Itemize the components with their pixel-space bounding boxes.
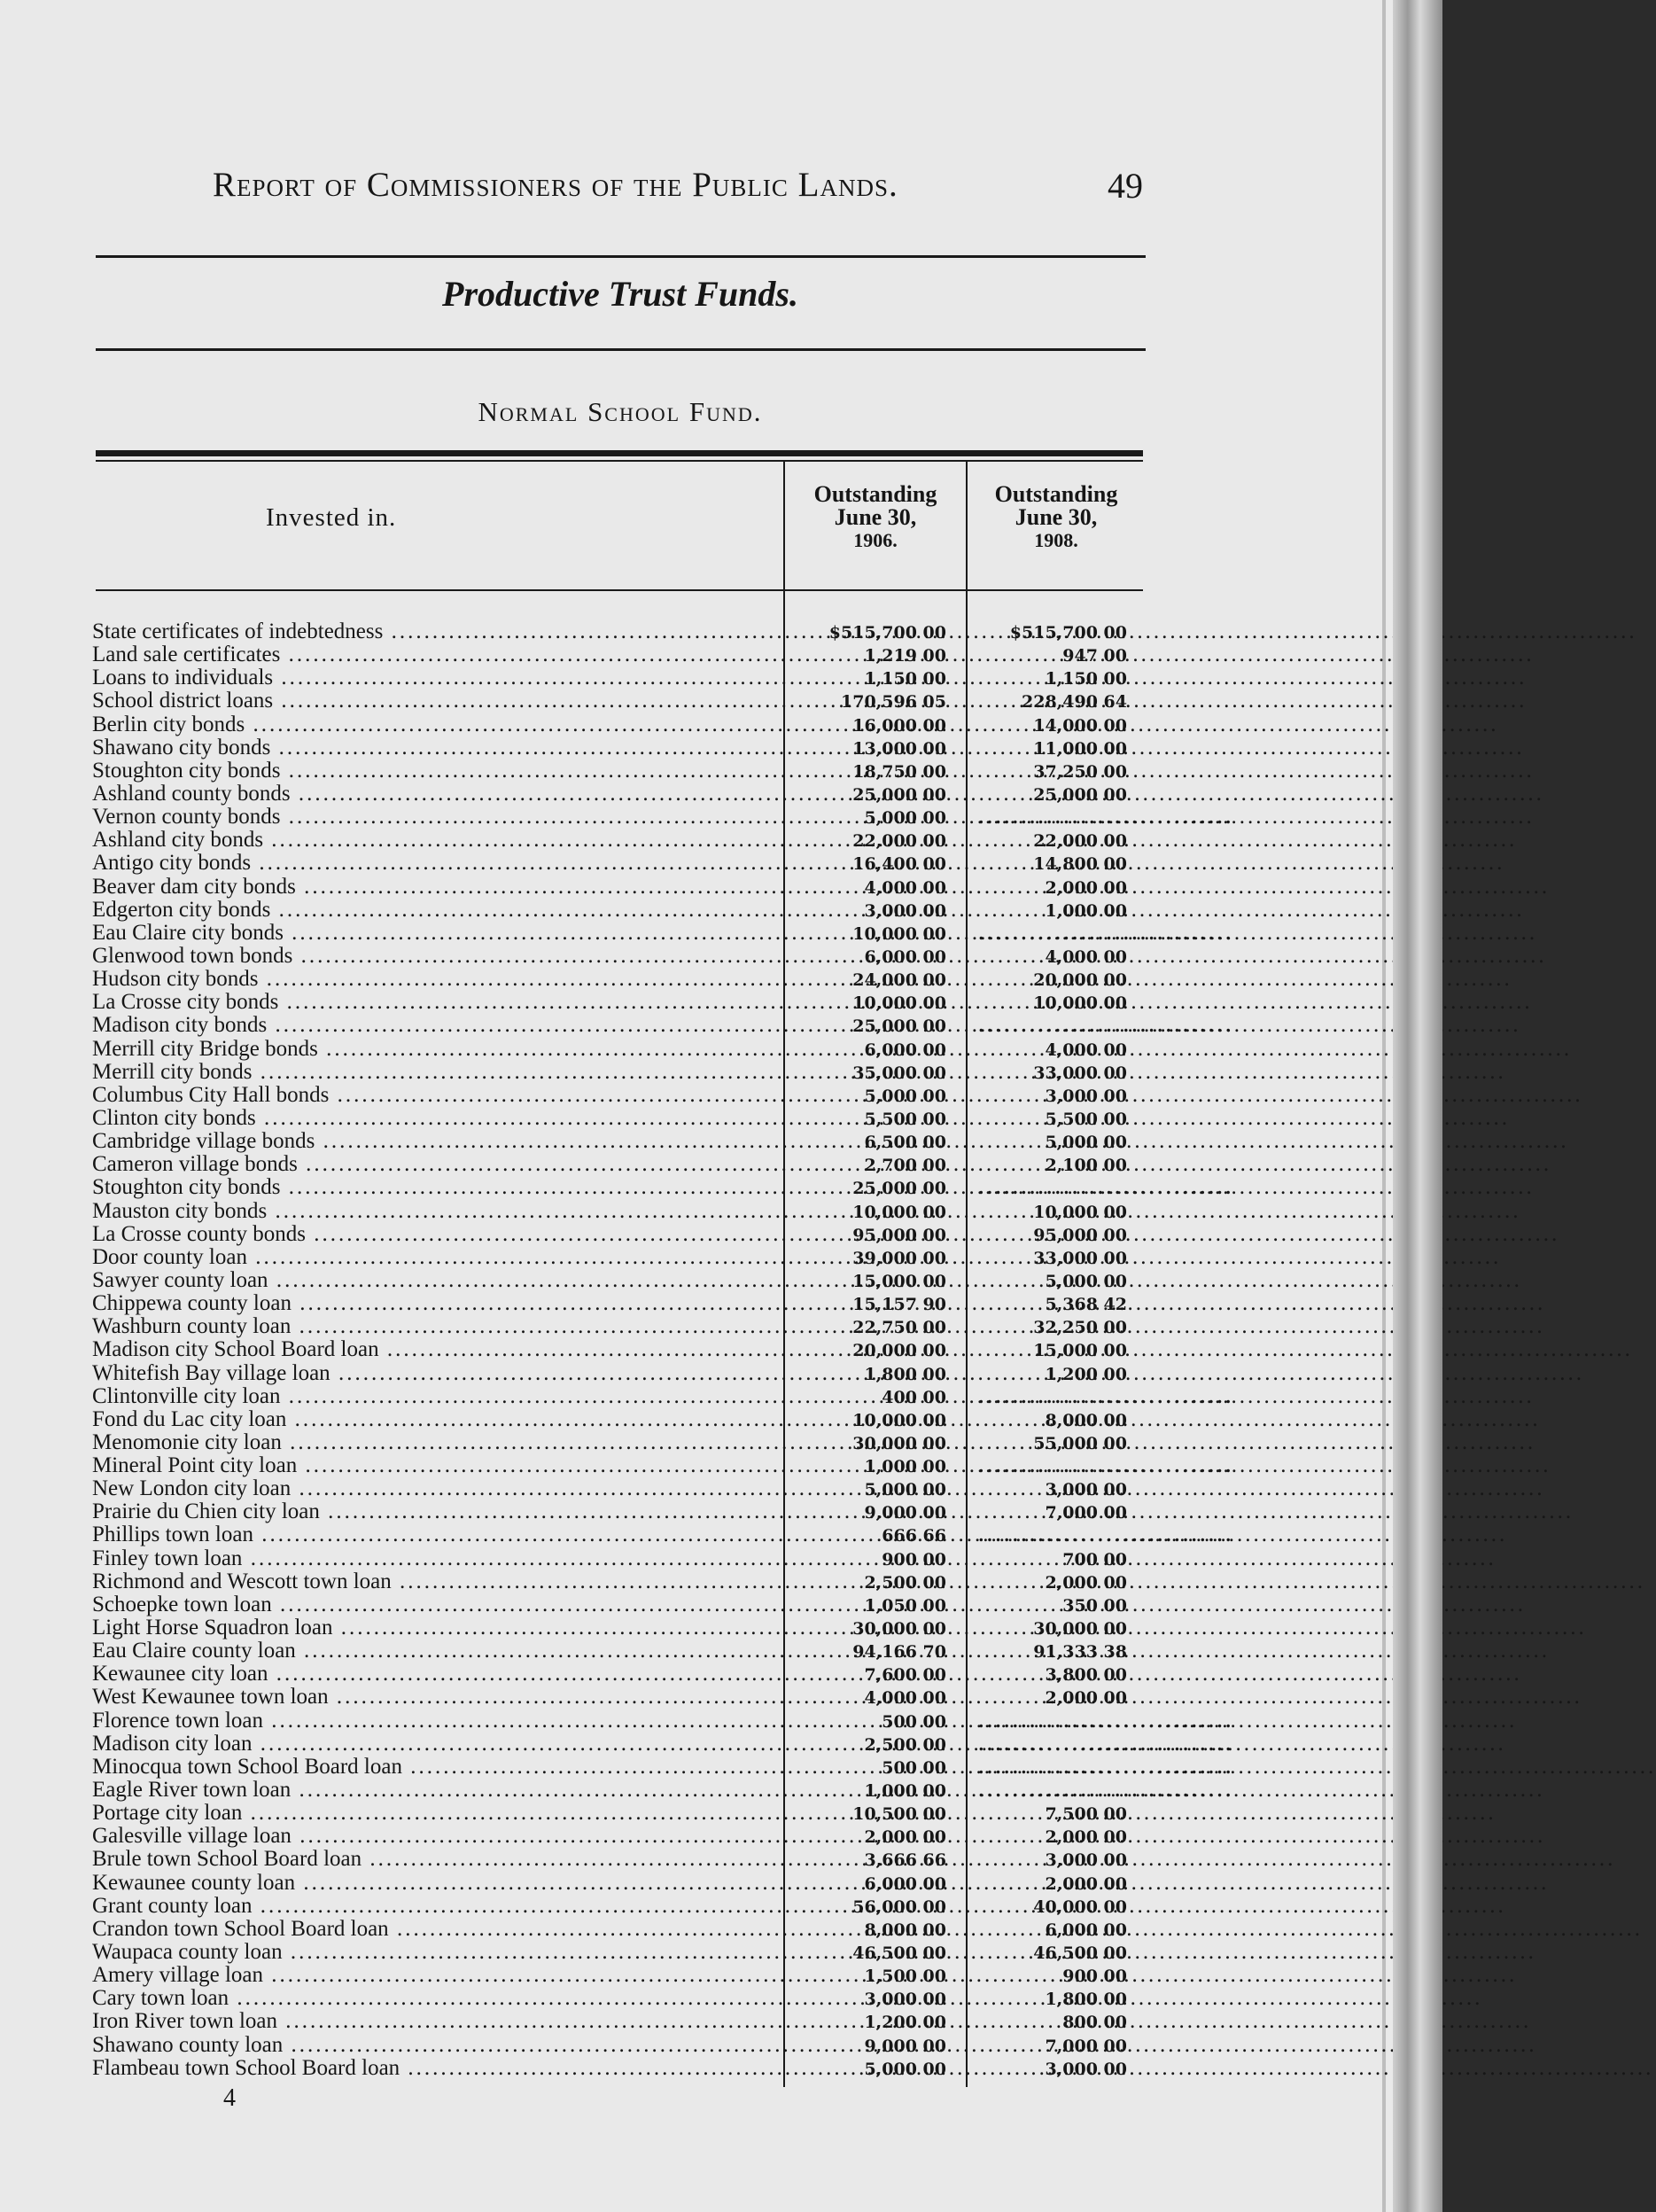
row-investment-name: Mauston city bonds .....: [92, 1200, 779, 1223]
table-row: [92, 899, 1155, 922]
table-row: [92, 1754, 1234, 1779]
row-investment-name: La Crosse city bonds .....: [92, 991, 779, 1014]
row-investment-name: Prairie du Chien city loan .....: [92, 1500, 779, 1523]
row-value-1908: 15,000 00: [1033, 1341, 1127, 1361]
row-investment-name: Ashland city bonds .....: [92, 829, 779, 852]
row-value-1908: 37,250 00: [1033, 761, 1127, 782]
table-row: [92, 1200, 1155, 1223]
row-value-1906: 6,000 00: [864, 1040, 946, 1060]
row-value-1908: 33,000 00: [1033, 1063, 1127, 1083]
row-value-1906: 1,000 00: [864, 1457, 946, 1477]
table-row: [92, 1246, 1155, 1269]
row-investment-name: Mineral Point city loan .....: [92, 1454, 779, 1477]
table-row: [92, 759, 1155, 783]
row-value-1908: 5,368 42: [1045, 1295, 1127, 1315]
row-value-1908: 4,000 00: [1045, 1040, 1127, 1060]
row-value-1908: 1,800 00: [1045, 1990, 1127, 2010]
table-row: [92, 920, 1234, 945]
row-investment-name: Edgerton city bonds .....: [92, 899, 779, 922]
row-value-1908: ..............................: [978, 1457, 1234, 1477]
row-value-1906: 16,400 00: [852, 854, 946, 875]
table-row: [92, 783, 1155, 806]
row-value-1908: 800 00: [1062, 2013, 1127, 2033]
row-investment-name: Grant county loan .....: [92, 1895, 779, 1918]
table-row: [92, 1107, 1155, 1130]
row-value-1906: 2,000 00: [864, 1827, 946, 1848]
row-value-1906: 8,000 00: [864, 1920, 946, 1940]
row-value-1908: 10,000 00: [1033, 993, 1127, 1014]
row-value-1906: 18,750 00: [852, 761, 946, 782]
row-value-1908: 3,000 00: [1045, 1480, 1127, 1500]
table-top-rule: [96, 450, 1143, 456]
row-investment-name: Eau Claire city bonds .....: [92, 922, 779, 945]
row-value-1906: 170,596 05: [841, 692, 946, 713]
row-value-1908: 3,000 00: [1045, 1086, 1127, 1106]
row-value-1908: 6,000 00: [1045, 1920, 1127, 1940]
section-title: Productive Trust Funds.: [442, 274, 798, 314]
row-value-1908: 7,000 00: [1045, 2036, 1127, 2056]
table-row: [92, 1523, 1234, 1547]
row-investment-name: Sawyer county loan .....: [92, 1269, 779, 1292]
row-investment-name: New London city loan .....: [92, 1477, 779, 1500]
row-value-1906: 5,000 00: [864, 2059, 946, 2079]
row-investment-name: Shawano county loan .....: [92, 2034, 779, 2057]
row-value-1906: 2,500 00: [864, 1572, 946, 1593]
row-investment-name: Clintonville city loan .....: [92, 1385, 779, 1408]
row-value-1908: 700 00: [1062, 1549, 1127, 1569]
table-row: [92, 1663, 1155, 1686]
row-value-1908: 20,000 00: [1033, 970, 1127, 991]
row-value-1908: 8,000 00: [1045, 1410, 1127, 1430]
table-row: [92, 1175, 1234, 1200]
row-investment-name: State certificates of indebtedness .....: [92, 620, 779, 643]
table-row: [92, 1292, 1155, 1315]
running-head: Report of Commissioners of the Public Lands.: [213, 166, 898, 204]
row-investment-name: Galesville village loan .....: [92, 1825, 779, 1848]
row-value-1906: 15,157 90: [852, 1295, 946, 1315]
row-investment-name: Vernon county bonds .....: [92, 806, 779, 829]
row-value-1906: 25,000 00: [852, 784, 946, 805]
row-value-1908: 1,150 00: [1045, 669, 1127, 689]
top-rule: [96, 255, 1146, 258]
table-row: [92, 1941, 1155, 1964]
table-row: [92, 1570, 1155, 1593]
row-value-1908: ..............................: [978, 1781, 1234, 1802]
page-number: 49: [1108, 166, 1143, 206]
row-value-1908: 30,000 00: [1033, 1619, 1127, 1640]
row-investment-name: Iron River town loan .....: [92, 2010, 779, 2033]
table-row: [92, 991, 1155, 1014]
table-row: [92, 1130, 1155, 1153]
table-row: [92, 1547, 1155, 1570]
row-value-1906: 25,000 00: [852, 1179, 946, 1199]
row-value-1906: 4,000 00: [864, 1688, 946, 1709]
row-investment-name: Kewaunee city loan .....: [92, 1663, 779, 1686]
row-value-1906: 10,000 00: [852, 1410, 946, 1430]
row-value-1908: 91,333 38: [1033, 1642, 1127, 1663]
row-investment-name: Flambeau town School Board loan .....: [92, 2057, 779, 2080]
table-row: [92, 1640, 1155, 1663]
header-1906-line1: Outstanding: [813, 481, 937, 507]
row-value-1906: 1,200 00: [864, 2013, 946, 2033]
table-row: [92, 1616, 1155, 1640]
row-value-1908: 2,100 00: [1045, 1156, 1127, 1176]
table-row: [92, 689, 1155, 713]
row-value-1906: 56,000 00: [852, 1897, 946, 1917]
table-row: [92, 1778, 1234, 1803]
row-investment-name: Florence town loan .....: [92, 1710, 779, 1733]
row-investment-name: Madison city School Board loan .....: [92, 1338, 779, 1361]
row-value-1908: 3,000 00: [1045, 2059, 1127, 2079]
row-investment-name: Portage city loan .....: [92, 1802, 779, 1825]
section-rule: [96, 348, 1146, 351]
row-investment-name: Washburn county loan .....: [92, 1315, 779, 1338]
row-value-1908: 4,000 00: [1045, 946, 1127, 967]
row-value-1908: 2,000 00: [1045, 1873, 1127, 1894]
header-outstanding-1906: [787, 483, 964, 552]
row-value-1908: 5,500 00: [1045, 1109, 1127, 1129]
table-row: [92, 805, 1234, 830]
row-value-1908: 2,000 00: [1045, 877, 1127, 898]
row-value-1908: 10,000 00: [1033, 1202, 1127, 1222]
table-row: [92, 1338, 1155, 1361]
row-value-1908: 3,000 00: [1045, 1850, 1127, 1871]
header-invested-in: Invested in.: [266, 503, 397, 532]
row-value-1908: ..............................: [978, 1711, 1234, 1732]
header-bottom-rule: [96, 589, 1143, 591]
row-value-1906: 24,000 00: [852, 970, 946, 991]
row-value-1908: 2,000 00: [1045, 1688, 1127, 1709]
row-value-1906: 16,000 00: [852, 715, 946, 736]
table-row: [92, 1223, 1155, 1246]
table-row: [92, 1500, 1155, 1523]
row-value-1906: 13,000 00: [852, 738, 946, 759]
row-value-1906: 10,000 00: [852, 1202, 946, 1222]
row-investment-name: Ashland county bonds .....: [92, 783, 779, 806]
row-value-1908: ..............................: [978, 1387, 1234, 1407]
row-value-1908: 95,000 00: [1033, 1225, 1127, 1245]
row-value-1906: 3,000 00: [864, 900, 946, 921]
row-value-1906: 900 00: [882, 1549, 946, 1569]
table-row: [92, 1593, 1155, 1616]
row-investment-name: Cameron village bonds .....: [92, 1153, 779, 1176]
table-row: [92, 876, 1155, 899]
table-row: [92, 1084, 1155, 1107]
row-value-1908: 947 00: [1062, 646, 1127, 666]
row-value-1908: ..............................: [978, 1734, 1234, 1755]
table-row: [92, 1477, 1155, 1500]
table-row: [92, 1153, 1155, 1176]
row-value-1906: 1,150 00: [864, 669, 946, 689]
table-row: [92, 643, 1155, 666]
row-value-1908: $515,700 00: [1009, 623, 1127, 643]
row-investment-name: Chippewa county loan .....: [92, 1292, 779, 1315]
row-value-1908: 350 00: [1062, 1595, 1127, 1616]
table-row: [92, 968, 1155, 991]
row-value-1908: 3,800 00: [1045, 1665, 1127, 1686]
row-value-1908: 900 00: [1062, 1967, 1127, 1987]
row-value-1906: 6,000 00: [864, 1873, 946, 1894]
header-1906-line2: June 30,: [834, 504, 917, 530]
row-value-1906: 10,000 00: [852, 993, 946, 1014]
row-value-1908: 55,000 00: [1033, 1433, 1127, 1453]
row-investment-name: Brule town School Board loan .....: [92, 1848, 779, 1871]
row-value-1908: 228,490 64: [1022, 692, 1127, 713]
table-row: [92, 1825, 1155, 1848]
row-value-1908: ..............................: [978, 1179, 1234, 1199]
row-investment-name: Columbus City Hall bonds .....: [92, 1084, 779, 1107]
table-row: [92, 1431, 1155, 1454]
row-investment-name: Eagle River town loan .....: [92, 1779, 779, 1802]
row-investment-name: Richmond and Wescott town loan .....: [92, 1570, 779, 1593]
row-investment-name: Phillips town loan .....: [92, 1523, 779, 1546]
row-investment-name: Cary town loan .....: [92, 1987, 779, 2010]
row-value-1908: 7,000 00: [1045, 1503, 1127, 1523]
fund-subtitle: Normal School Fund.: [478, 396, 763, 427]
row-value-1906: 1,219 00: [864, 646, 946, 666]
row-investment-name: Finley town loan .....: [92, 1547, 779, 1570]
row-value-1906: 6,000 00: [864, 946, 946, 967]
table-row: [92, 1686, 1155, 1709]
table-row: [92, 1061, 1155, 1084]
row-value-1908: 46,500 00: [1033, 1943, 1127, 1964]
row-investment-name: Eau Claire county loan .....: [92, 1640, 779, 1663]
table-row: [92, 1918, 1155, 1941]
row-value-1908: ..............................: [978, 1757, 1234, 1778]
row-value-1908: 1,000 00: [1045, 900, 1127, 921]
row-investment-name: Hudson city bonds .....: [92, 968, 779, 991]
table-row: [92, 1731, 1234, 1756]
table-row: [92, 713, 1155, 736]
header-1908-line2: June 30,: [1015, 504, 1098, 530]
row-value-1906: 94,166 70: [852, 1642, 946, 1663]
table-row: [92, 2057, 1155, 2080]
row-value-1906: 3,000 00: [864, 1990, 946, 2010]
row-value-1906: 1,800 00: [864, 1364, 946, 1384]
row-value-1906: 46,500 00: [852, 1943, 946, 1964]
table-body: [92, 619, 1234, 2080]
table-row: [92, 1848, 1155, 1871]
table-row: [92, 1964, 1155, 1987]
table-row: [92, 1802, 1155, 1825]
row-investment-name: Clinton city bonds .....: [92, 1107, 779, 1130]
table-top-rule-thin: [96, 460, 1143, 462]
table-row: [92, 1895, 1155, 1918]
row-value-1906: 30,000 00: [852, 1433, 946, 1453]
row-value-1908: 5,000 00: [1045, 1133, 1127, 1153]
row-investment-name: Door county loan .....: [92, 1246, 779, 1269]
row-investment-name: Loans to individuals .....: [92, 666, 779, 689]
row-investment-name: Cambridge village bonds .....: [92, 1130, 779, 1153]
row-value-1906: 22,000 00: [852, 831, 946, 852]
table-row: [92, 620, 1155, 643]
row-value-1906: 20,000 00: [852, 1341, 946, 1361]
row-value-1906: 500 00: [882, 1711, 946, 1732]
row-value-1908: 40,000 00: [1033, 1897, 1127, 1917]
row-value-1908: 33,000 00: [1033, 1248, 1127, 1268]
header-1906-line3: 1906.: [853, 529, 898, 551]
row-value-1906: 2,500 00: [864, 1734, 946, 1755]
row-investment-name: Menomonie city loan .....: [92, 1431, 779, 1454]
row-value-1906: 500 00: [882, 1757, 946, 1778]
table-row: [92, 1269, 1155, 1292]
row-value-1908: 11,000 00: [1033, 738, 1127, 759]
table-row: [92, 1453, 1234, 1478]
row-value-1906: 6,500 00: [864, 1133, 946, 1153]
row-value-1906: 30,000 00: [852, 1619, 946, 1640]
row-value-1906: 1,500 00: [864, 1967, 946, 1987]
row-value-1908: 22,000 00: [1033, 831, 1127, 852]
table-row: [92, 945, 1155, 968]
row-investment-name: Beaver dam city bonds .....: [92, 876, 779, 899]
row-value-1906: 5,500 00: [864, 1109, 946, 1129]
row-value-1906: 3,666 66: [864, 1850, 946, 1871]
row-investment-name: Light Horse Squadron loan .....: [92, 1616, 779, 1640]
book-edge: [1393, 0, 1442, 2212]
header-1908-line1: Outstanding: [994, 481, 1118, 507]
row-value-1906: 5,000 00: [864, 1480, 946, 1500]
row-investment-name: La Crosse county bonds .....: [92, 1223, 779, 1246]
row-investment-name: Kewaunee county loan .....: [92, 1872, 779, 1895]
table-row: [92, 1315, 1155, 1338]
row-value-1906: 2,700 00: [864, 1156, 946, 1176]
row-value-1908: ..............................: [978, 808, 1234, 829]
row-investment-name: Glenwood town bonds .....: [92, 945, 779, 968]
table-row: [92, 1987, 1155, 2010]
row-value-1906: 15,000 00: [852, 1271, 946, 1291]
header-1908-line3: 1908.: [1034, 529, 1078, 551]
row-investment-name: Antigo city bonds .....: [92, 852, 779, 875]
row-value-1908: ..............................: [978, 1016, 1234, 1037]
row-investment-name: Merrill city Bridge bonds .....: [92, 1038, 779, 1061]
table-row: [92, 852, 1155, 875]
row-value-1908: 14,000 00: [1033, 715, 1127, 736]
row-investment-name: Madison city bonds .....: [92, 1014, 779, 1037]
row-investment-name: Shawano city bonds .....: [92, 736, 779, 759]
table-row: [92, 829, 1155, 852]
row-value-1906: 10,500 00: [852, 1804, 946, 1825]
row-investment-name: Amery village loan .....: [92, 1964, 779, 1987]
row-value-1908: 5,000 00: [1045, 1271, 1127, 1291]
row-investment-name: Stoughton city bonds .....: [92, 759, 779, 783]
row-value-1906: 25,000 00: [852, 1016, 946, 1037]
row-investment-name: School district loans .....: [92, 689, 779, 713]
row-investment-name: Merrill city bonds .....: [92, 1061, 779, 1084]
row-value-1906: 5,000 00: [864, 1086, 946, 1106]
row-investment-name: Madison city loan .....: [92, 1733, 779, 1756]
signature-mark: 4: [223, 2084, 236, 2112]
row-investment-name: Crandon town School Board loan .....: [92, 1918, 779, 1941]
row-value-1908: 14,800 00: [1033, 854, 1127, 875]
row-value-1906: 5,000 00: [864, 808, 946, 829]
row-investment-name: Minocqua town School Board loan .....: [92, 1756, 779, 1779]
row-value-1908: 7,500 00: [1045, 1804, 1127, 1825]
row-investment-name: Berlin city bonds .....: [92, 713, 779, 736]
row-value-1906: 4,000 00: [864, 877, 946, 898]
row-investment-name: Waupaca county loan .....: [92, 1941, 779, 1964]
table-row: [92, 2010, 1155, 2033]
row-value-1906: 35,000 00: [852, 1063, 946, 1083]
row-value-1906: $515,700 00: [828, 623, 946, 643]
row-value-1906: 9,000 00: [864, 2036, 946, 2056]
row-value-1906: 400 00: [882, 1387, 946, 1407]
table-row: [92, 1362, 1155, 1385]
row-investment-name: West Kewaunee town loan .....: [92, 1686, 779, 1709]
table-row: [92, 736, 1155, 759]
row-value-1906: 39,000 00: [852, 1248, 946, 1268]
row-value-1906: 9,000 00: [864, 1503, 946, 1523]
row-value-1906: 10,000 00: [852, 923, 946, 944]
row-value-1908: 1,200 00: [1045, 1364, 1127, 1384]
row-value-1906: 666 66: [882, 1526, 946, 1546]
row-value-1906: 7,600 00: [864, 1665, 946, 1686]
row-investment-name: Stoughton city bonds .....: [92, 1176, 779, 1199]
table-row: [92, 2034, 1155, 2057]
table-row: [92, 666, 1155, 689]
table-row: [92, 1708, 1234, 1733]
table-row: [92, 1872, 1155, 1895]
row-value-1908: 2,000 00: [1045, 1827, 1127, 1848]
row-investment-name: Fond du Lac city loan .....: [92, 1408, 779, 1431]
row-value-1908: 32,250 00: [1033, 1318, 1127, 1338]
row-value-1906: 95,000 00: [852, 1225, 946, 1245]
row-investment-name: Whitefish Bay village loan .....: [92, 1362, 779, 1385]
table-row: [92, 1038, 1155, 1061]
table-row: [92, 1013, 1234, 1038]
row-value-1908: ..............................: [978, 923, 1234, 944]
row-value-1906: 1,000 00: [864, 1781, 946, 1802]
row-value-1908: ..............................: [978, 1526, 1234, 1546]
row-investment-name: Land sale certificates .....: [92, 643, 779, 666]
table-row: [92, 1383, 1234, 1408]
row-value-1906: 22,750 00: [852, 1318, 946, 1338]
row-investment-name: Schoepke town loan .....: [92, 1593, 779, 1616]
header-outstanding-1908: [968, 483, 1145, 552]
table-row: [92, 1408, 1155, 1431]
row-value-1908: 2,000 00: [1045, 1572, 1127, 1593]
row-value-1906: 1,050 00: [864, 1595, 946, 1616]
row-value-1908: 25,000 00: [1033, 784, 1127, 805]
